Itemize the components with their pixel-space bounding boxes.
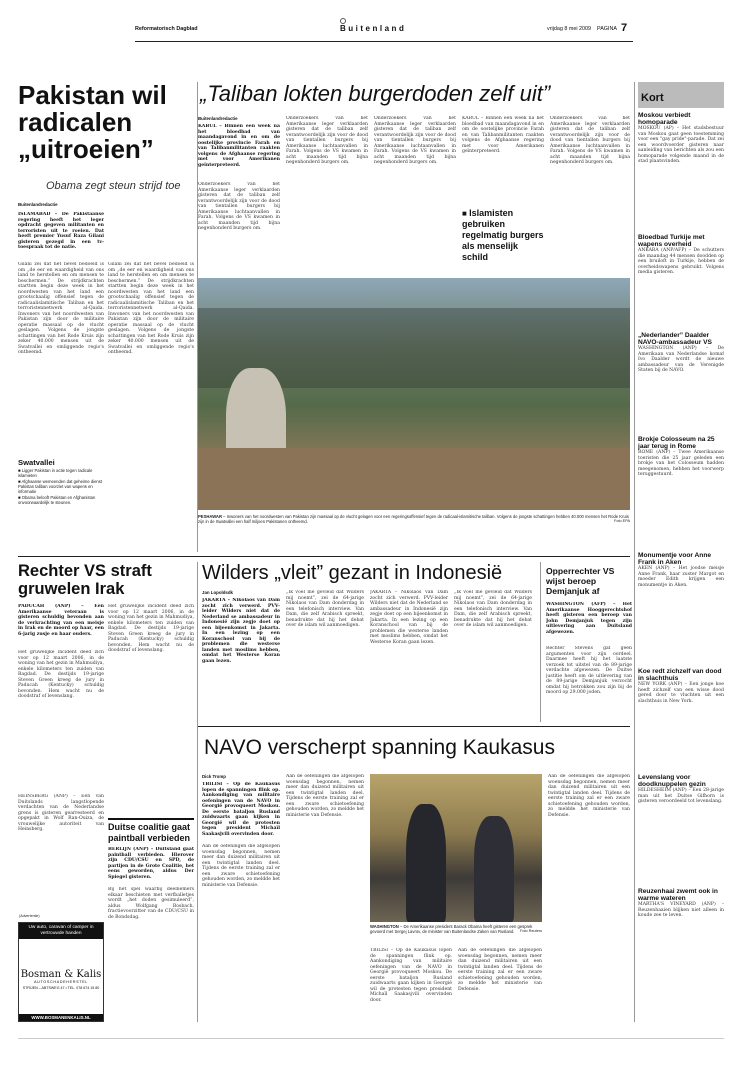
kort-label: Kort — [641, 92, 664, 104]
photo-credit: Foto Reuters — [520, 929, 542, 933]
navo-lead: TBILISI – Op de Kaukasus lopen de spanningen flink op. Aankondiging van militaire oefeningen van de NAVO in Georgië provoqueert Moskou. De eerste bataljon Rusland zuidwaarts gaan kijken in Georgië wil de protesten tegen president Michaïl Saakasjvili overvinden door. — [202, 782, 280, 837]
photo-credit: Foto EPA — [614, 519, 630, 523]
masthead — [135, 24, 633, 40]
advertisement — [18, 914, 104, 1022]
wilders-body-col3: JAKARTA – Nikolaos van Dam zocht zich verwerd. PVV-leider Wilders niet dat de Nederland se ambassadeur in Indonesië zijn zegje doet op een bijeenkomst in Jakarta. In een lezing op een Koranschool van bij de problemen die westerse landen met moslims hebben, omdat het Westerse Koran gaan lezen. — [370, 590, 448, 645]
refugees-photo — [198, 278, 630, 510]
taliban-headline: „Taliban lokten burgerdoden zelf uit” — [200, 81, 551, 106]
pakistan-lead: ISLAMABAD – De Pakistaanse regering heeft het leger opdracht gegeven militanten en terroristen uit te roeien. Dat heeft premier Yusuf Raza Gilani gisteren gezegd in een tv-toespraak tot de natie. — [18, 212, 104, 250]
footer-register-marks — [18, 1038, 724, 1046]
kort-item-title: Monumentje voor Anne Frank in Aken — [638, 552, 712, 567]
rechter-article — [18, 562, 194, 862]
navo-byline: Dick Tromp — [202, 774, 226, 779]
section-name: Buitenland — [340, 24, 407, 33]
duitse-body: Bij het spel waarbij deelnemers elkaar beschieten met verfballetjes wordt „het doden gesimuleerd”, aldus Wolfgang Bosbach, fractievoorzitter van de CDU/CSU in de Bondsdag. — [108, 887, 194, 920]
col-divider — [540, 562, 541, 722]
kort-column — [638, 82, 724, 1026]
taliban-body-col4: KABUL – Binnen een week na het bloedbad van maandagavond in en om de oostelijke provincie Farah en van Talibanmilitanten raakten volgens de Afghaanse regering met voor Amerikanen geïnterpreteerd. — [462, 116, 544, 154]
kort-item-body: MOSKOU (AP) – Het stadsbestuur van Moskou gaat geen toestemming voor een "gay pride"-parade. Dat zei een woordvoerder gisteren naar aanleiding van berichten als zou een homoparade volgende maand in de stad plaatsvinden. — [638, 126, 724, 165]
ad-label: (Advertentie) — [19, 914, 40, 918]
duitse-article — [108, 818, 194, 1018]
col-divider — [634, 82, 635, 1022]
heinsberg-brief: HEINSBERG (ANP) – Een van Duitslands langstlopende verdachten van de Nederlandse grens is gisteren gearresteerd en opgepakt in Wolf Ran-Ouiza, de vrouwelijke autoriteit van Heinsberg. — [18, 794, 104, 832]
kort-item-body: ROME (ANP) – Twee Amerikaanse toeristen die 25 jaar geleden een brokje van het Colosseum hadden meegenomen, hebben het voorwerp teruggestuurd. — [638, 450, 724, 478]
quote-square-icon: ■ — [462, 209, 470, 218]
caption-label: PESHAWAR — [198, 514, 222, 519]
kort-item — [638, 668, 724, 770]
kort-item-body: AKEN (ANP) – Het joodse meisje Anne Frank, haar zuster Margot en moeder Edith krijgen een monumentje in Aken. — [638, 566, 724, 588]
navo-body-col5: Aan de oefeningen die afgelopen woensdag begonnen, nemen meer dan duizend militairen uit een twintigtal landen deel. Tijdens de eerste training zal er een zware schietoefening gehouden worden, zo meldde het ministerie van Defensie. — [548, 774, 630, 818]
kort-item — [638, 332, 724, 432]
kort-list — [638, 112, 724, 996]
swatvallei-title: Swatvallei — [18, 458, 55, 467]
ad-banner: Uw auto, caravan of camper in vertrouwde handen — [19, 923, 103, 939]
navo-body-col3: TBILISI – Op de Kaukasus lopen de spanningen flink op. Aankondiging van militaire oefeningen van de NAVO in Georgië provoqueert Moskou. De eerste bataljon Rusland zuidwaarts gaan kijken in Georgië wil de protesten tegen president Michaïl Saakasjvili overvinden door. — [370, 948, 452, 1003]
taliban-lead: KABUL – Binnen een week na het bloedbad van maandagavond in en om de oostelijke provincie Farah en van Talibanmilitanten raakten volgens de Afghaanse regering met voor Amerikanen geïnterpreteerd. — [198, 124, 280, 168]
ad-sub: AUTOSCHADEHERSTEL — [33, 979, 88, 984]
duitse-headline: Duitse coalitie gaat paintball verbieden — [108, 818, 194, 847]
swatvallei-bullet: ■ Afghaanse wemeenden dat geheime dienst Pakistan taliban voorziet van wapens en informatie — [18, 479, 104, 494]
page-date: vrijdag 8 mei 2009 — [547, 26, 592, 32]
masthead-dots — [340, 18, 346, 24]
taliban-byline: Buitenlandredactie — [198, 116, 238, 121]
navo-article — [198, 736, 630, 1026]
page-label: PAGINA — [597, 26, 617, 32]
kort-item-title: Bloedbad Turkije met wapens overheid — [638, 234, 705, 249]
kort-item — [638, 436, 724, 548]
caption-text: – Inwoners van het noordwesten van Pakistan zijn massaal op de vlucht gelagen voor een regeringsoffensief tegen de radicaal-islamitische taliban. Volgens de jongste schattingen hebben 40.000 mensen het Rode Kruis zijn in de Swatvallei een half miljoen Pakistanen ontheemd. — [198, 514, 629, 524]
taliban-body-col2: Onderzoekers van het Amerikaanse leger verklaarden gisteren dat de taliban zelf verantwoordelijk zijn voor de dood van tientallen burgers bij Amerikaanse luchtaanvallen in Farah. Volgens de VS kwamen in acht maanden tijd bijna negenhonderd burgers om. — [286, 116, 368, 165]
obama-photo — [370, 774, 542, 922]
caption-text: – De Amerikaanse president Barack Obama heeft gisteren een gesprek gevoerd met Sergej Lavrov, de minister van Buitenlandse Zaken van Rusland. — [370, 924, 533, 934]
swatvallei-bullet: ■ Obama belooft Pakistan en Afghanistan onvoorwaardelijk te steunen. — [18, 495, 104, 505]
pakistan-body: Gilani zei dat het bevel bedoeld is om „de eer en waardigheid van ons land te herstellen en om mensen te beschermen.” De strijdkrachten startten begin deze week in het noordwesten van het land een grootschaalig offensief tegen de radicaalislamitische Taliban en het terroristennetwerk al-Qaida. Inwoners van het noordwesten van Pakistan zijn door de militaire operatie massaal op de vlucht geslagen. Volgens de jongste schattingen van het Rode Kruis zijn zeker 40.000 mensen uit de Swatvallei en omliggende regio's ontheemd. — [18, 262, 104, 355]
wilders-headline: Wilders „vleit” gezant in Indonesië — [202, 562, 503, 584]
swatvallei-bullet: ■ Ligger Pakistan in actie tegen radicale islamieten — [18, 468, 104, 478]
taliban-quote: Islamisten gebruiken regelmatig burgers als menselijk schild — [462, 208, 544, 262]
photo-ground — [198, 448, 630, 510]
wilders-body-col4: „Ik voel me gevleid dat Wilders mij noemt”, zei de 64-jarige Nikolaos van Dam donderdag in een telefonisch interview. Van Dam, die zelf Arabisch spreekt, benadrukte dat hij het debat over de islam wil aanmoedigen. — [454, 590, 532, 628]
ad-company: Bosman & Kalis — [20, 968, 102, 980]
rechter-lead: PADUCAH (ANP) – Een Amerikaanse veteraan is gisteren schuldig bevonden aan de verkrachting van een meisje in Irak en de moord op haar, een 6-jarig zusje en haar ouders. — [18, 604, 104, 637]
duitse-lead: BERLIJN (ANP) – Duitsland gaat paintball verbieden. Hierover zijn CDU/CSU en SPD, de partijen in de Grote Coalitie, het eens geworden, aldus Der Spiegel gisteren. — [108, 847, 194, 880]
wilders-byline: Jan Lopoldsdk — [202, 590, 233, 595]
pakistan-article — [18, 82, 194, 552]
rechter-headline: Rechter VS straft gruwelen Irak — [18, 562, 152, 598]
section-rule — [198, 726, 630, 727]
wilders-article — [198, 562, 536, 712]
paper-name: Reformatorisch Dagblad — [135, 26, 198, 32]
kort-item-title: Moskou verbiedt homoparade — [638, 112, 691, 127]
rechter-body: Het gruwelijke incident deed zich voor op 12 maart 2006, in de woning van het gezin in Mahmudiya, enkele kilometers ten zuiden van Bagdad. De destijds 19-jarige Steven Green kreeg de jury in Paducah (Kentucky) schuldig bevonden. Hem wacht nu de doodstraf of levenslang. — [18, 650, 104, 699]
taliban-body-col3: Onderzoekers van het Amerikaanse leger verklaarden gisteren dat de taliban zelf verantwoordelijk zijn voor de dood van tientallen burgers bij Amerikaanse luchtaanvallen in Farah. Volgens de VS kwamen in acht maanden tijd bijna negenhonderd burgers om. — [374, 116, 456, 165]
section-rule — [18, 556, 630, 557]
wilders-body: „Ik voel me gevleid dat Wilders mij noemt”, zei de 64-jarige Nikolaos van Dam donderdag in een telefonisch interview. Van Dam, die zelf Arabisch spreekt, benadrukte dat hij het debat over de islam wil aanmoedigen. — [286, 590, 364, 628]
navo-headline: NAVO verscherpt spanning Kaukasus — [204, 736, 555, 759]
rechter-body-col2: Het gruwelijke incident deed zich voor op 12 maart 2006, in de woning van het gezin in Mahmudiya, enkele kilometers ten zuiden van Bagdad. De destijds 19-jarige Steven Green kreeg de jury in Paducah (Kentucky) schuldig bevonden. Hem wacht nu de doodstraf of levenslang. — [108, 604, 194, 653]
kort-item-title: Koe redt zichzelf van dood in slachthuis — [638, 668, 722, 683]
taliban-body-col5: Onderzoekers van het Amerikaanse leger verklaarden gisteren dat de taliban zelf verantwoordelijk zijn voor de dood van tientallen burgers bij Amerikaanse luchtaanvallen in Farah. Volgens de VS kwamen in acht maanden tijd bijna negenhonderd burgers om. — [550, 116, 630, 165]
navo-body-col4: Aan de oefeningen die afgelopen woensdag begonnen, nemen meer dan duizend militairen uit een twintigtal landen deel. Tijdens de eerste training zal er een zware schietoefening gehouden worden, zo meldde het ministerie van Defensie. — [458, 948, 542, 992]
kort-item-title: Reuzenhaai zwemt ook in warme wateren — [638, 888, 718, 903]
kort-item-title: „Nederlander” Daalder NAVO-ambassadeur VS — [638, 332, 712, 347]
kort-item — [638, 552, 724, 664]
navo-body-col2: Aan de oefeningen die afgelopen woensdag begonnen, nemen meer dan duizend militairen uit een twintigtal landen deel. Tijdens de eerste training zal er een zware schietoefening gehouden worden, zo meldde het ministerie van Defensie. — [286, 774, 364, 818]
opperrechter-article — [546, 566, 632, 726]
taliban-quote-box — [462, 208, 544, 263]
kort-item — [638, 774, 724, 884]
swatvallei-box — [18, 458, 104, 546]
pakistan-body-col2 — [108, 262, 194, 534]
opperrechter-headline: Opperrechter VS wijst beroep Demjanjuk af — [546, 566, 615, 596]
kort-item — [638, 112, 724, 230]
kort-item-title: Brokje Colosseum na 25 jaar terug in Rome — [638, 436, 715, 451]
taliban-body: Onderzoekers van het Amerikaanse leger verklaarden gisteren dat de taliban zelf verantwoordelijk zijn voor de dood van tientallen burgers bij Amerikaanse luchtaanvallen in Farah. Volgens de VS kwamen in acht maanden tijd bijna negenhonderd burgers om. — [198, 182, 280, 231]
kort-item-body: NEW YORK (ANP) – Een jonge koe heeft zichzelf van een wisse dood gered door te vluchten uit een slachthuis in New York. — [638, 682, 724, 704]
wilders-lead: JAKARTA – Nikolaos van Dam zocht zich verwerd. PVV-leider Wilders niet dat de Nederland se ambassadeur in Indonesië zijn zegje doet op een bijeenkomst in Jakarta. In een lezing op een Koranschool van bij de problemen die westerse landen met moslims hebben, omdat het Westerse Koran gaan lezen. — [202, 598, 280, 664]
ad-address: STRIJEN – ABTSWEG 47 • TEL. 078 674 15 80 — [22, 985, 100, 990]
kort-item — [638, 888, 724, 996]
pakistan-headline: Pakistan wil radicalen „uitroeien” — [18, 80, 167, 164]
pakistan-byline: Buitenlandredactie — [18, 202, 58, 207]
kort-item-body: WASHINGTON (ANP) – De Amerikaan van Nederlandse komaf Ivo Daalder wordt de nieuwe ambassadeur van de Verenigde Staten bij de NAVO. — [638, 346, 724, 374]
photo-caption — [198, 514, 630, 532]
navo-body: Aan de oefeningen die afgelopen woensdag begonnen, nemen meer dan duizend militairen uit een twintigtal landen deel. Tijdens de eerste training zal er een zware schietoefening gehouden worden, zo meldde het ministerie van Defensie. — [202, 844, 280, 888]
kort-item — [638, 234, 724, 328]
caption-label: WASHINGTON — [370, 924, 399, 929]
kort-item-body: MARTHA'S VINEYARD (ANP) – Reuzenhaaien blijken niet alleen in koude zee te leven. — [638, 902, 724, 919]
kort-item-body: ANKARA (ANP/AFP) – De schutters die maandag 44 mensen doodden op een bruiloft in Turkije, hebben de overheidswapens gebruikt. Volgens media gisteren. — [638, 248, 724, 276]
pakistan-body-continued: Gilani zei dat het bevel bedoeld is om „de eer en waardigheid van ons land te herstellen en om mensen te beschermen.” De strijdkrachten startten begin deze week in het noordwesten van het land een grootschaalig offensief tegen de radicaalislamitische Taliban en het terroristennetwerk al-Qaida. Inwoners van het noordwesten van Pakistan zijn door de militaire operatie massaal op de vlucht geslagen. Volgens de jongste schattingen van het Rode Kruis zijn zeker 40.000 mensen uit de Swatvallei en omliggende regio's ontheemd. — [108, 262, 194, 355]
opperrechter-body: Rechter Stevens gaf geen argumenten voor zijn oordeel. Daarmee heeft hij het laatste verzoek tot uitstel van de 89-jarige verdachte afgewezen. De Duitse justitie heeft om de uitlevering van de 89-jarige Demjanjuk verzocht omdat hij betrokken zou zijn bij de moord op 29.000 joden. — [546, 646, 632, 695]
kort-item-body: HILDESHEIM (ANP) – Een 28-jarige man uit het Duitse Gifhorn is gisteren veroordeeld tot levenslang. — [638, 788, 724, 805]
photo-person — [406, 804, 446, 922]
pakistan-subhead: Obama zegt steun strijd toe — [46, 180, 181, 192]
opperrechter-lead: WASHINGTON (AFP) – Het Amerikaanse Hooggerechtshof heeft gisteren een beroep van John Demjanjuk tegen zijn uitlevering aan Duitsland afgewezen. — [546, 602, 632, 635]
masthead-rule — [135, 41, 633, 42]
kort-header — [638, 82, 724, 108]
photo-person — [474, 816, 514, 922]
page-number: 7 — [621, 22, 628, 34]
kort-item-title: Levenslang voor doodknuppelen gezin — [638, 774, 706, 789]
ad-web[interactable]: WWW.BOSMANENKALIS.NL — [19, 1014, 103, 1021]
taliban-article — [198, 82, 630, 282]
navo-caption — [370, 924, 542, 942]
